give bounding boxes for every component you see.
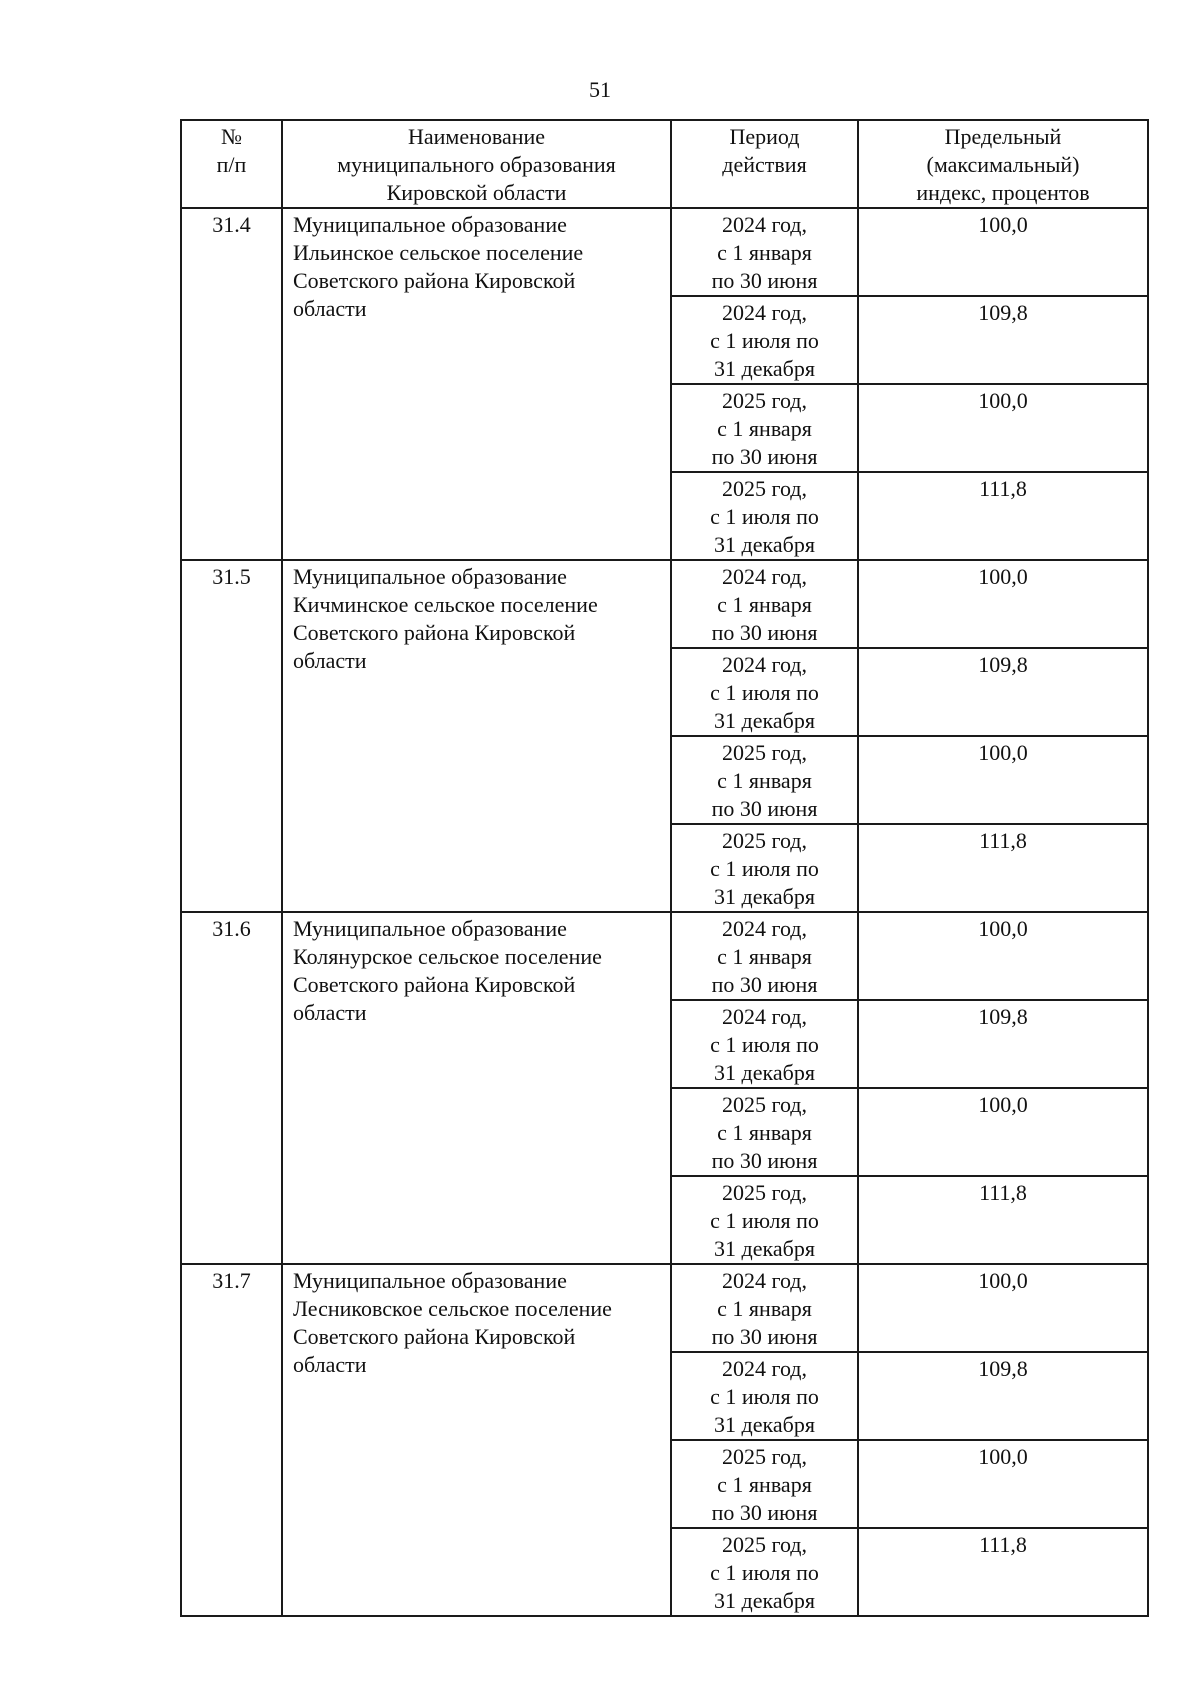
header-line: Предельный xyxy=(944,124,1062,149)
header-index xyxy=(858,120,1148,208)
table-row xyxy=(181,208,1148,296)
name-line: области xyxy=(293,648,367,673)
period-line: по 30 июня xyxy=(711,796,818,821)
period-cell xyxy=(671,648,858,736)
index-value: 100,0 xyxy=(858,560,1148,648)
index-value: 109,8 xyxy=(858,1000,1148,1088)
header-line: муниципального образования xyxy=(337,152,616,177)
period-line: по 30 июня xyxy=(711,620,818,645)
period-cell xyxy=(671,1000,858,1088)
period-line: 2025 год, xyxy=(721,476,808,501)
period-line: с 1 января xyxy=(717,944,812,969)
period-line: 2024 год, xyxy=(721,652,808,677)
name-line: области xyxy=(293,1000,367,1025)
table-row xyxy=(181,560,1148,648)
period-line: с 1 июля по xyxy=(710,1208,819,1233)
name-line: Советского района Кировской xyxy=(293,1324,576,1349)
period-line: с 1 июля по xyxy=(710,1032,819,1057)
name-line: области xyxy=(293,296,367,321)
period-cell xyxy=(671,296,858,384)
municipality-name xyxy=(282,560,671,912)
period-line: 2025 год, xyxy=(721,828,808,853)
index-value: 109,8 xyxy=(858,1352,1148,1440)
period-line: с 1 января xyxy=(717,592,812,617)
period-line: 2024 год, xyxy=(721,1356,808,1381)
period-cell xyxy=(671,1352,858,1440)
name-line: Муниципальное образование xyxy=(293,1268,567,1293)
header-line: п/п xyxy=(216,152,247,177)
period-line: с 1 января xyxy=(717,1296,812,1321)
period-line: 2025 год, xyxy=(721,1092,808,1117)
index-value: 111,8 xyxy=(858,824,1148,912)
period-line: с 1 января xyxy=(717,1472,812,1497)
period-line: 31 декабря xyxy=(714,1412,815,1437)
period-line: 2024 год, xyxy=(721,300,808,325)
name-line: Советского района Кировской xyxy=(293,972,576,997)
municipality-name xyxy=(282,912,671,1264)
name-line: Колянурское сельское поселение xyxy=(293,944,602,969)
period-cell xyxy=(671,736,858,824)
header-line: индекс, процентов xyxy=(916,180,1090,205)
name-line: Муниципальное образование xyxy=(293,916,567,941)
row-number: 31.5 xyxy=(181,560,282,912)
period-cell xyxy=(671,1088,858,1176)
period-line: с 1 июля по xyxy=(710,680,819,705)
name-line: Лесниковское сельское поселение xyxy=(293,1296,612,1321)
period-cell xyxy=(671,1176,858,1264)
period-line: 2024 год, xyxy=(721,1004,808,1029)
table-header-row xyxy=(181,120,1148,208)
period-line: с 1 июля по xyxy=(710,328,819,353)
name-line: Кичминское сельское поселение xyxy=(293,592,598,617)
table-row xyxy=(181,1264,1148,1352)
header-line: Наименование xyxy=(407,124,546,149)
period-cell xyxy=(671,560,858,648)
municipality-name xyxy=(282,1264,671,1616)
index-value: 109,8 xyxy=(858,296,1148,384)
period-line: с 1 января xyxy=(717,416,812,441)
period-line: 2025 год, xyxy=(721,740,808,765)
period-line: 31 декабря xyxy=(714,532,815,557)
period-line: с 1 января xyxy=(717,768,812,793)
period-line: 31 декабря xyxy=(714,1588,815,1613)
table-row xyxy=(181,912,1148,1000)
period-line: по 30 июня xyxy=(711,972,818,997)
index-value: 111,8 xyxy=(858,1176,1148,1264)
period-line: 2024 год, xyxy=(721,916,808,941)
period-line: 2025 год, xyxy=(721,1444,808,1469)
index-value: 109,8 xyxy=(858,648,1148,736)
period-cell xyxy=(671,384,858,472)
period-line: с 1 июля по xyxy=(710,1384,819,1409)
table-body xyxy=(181,208,1148,1616)
period-line: с 1 января xyxy=(717,1120,812,1145)
period-cell xyxy=(671,1440,858,1528)
period-line: 2025 год, xyxy=(721,388,808,413)
index-value: 100,0 xyxy=(858,1264,1148,1352)
period-line: 2024 год, xyxy=(721,1268,808,1293)
name-line: области xyxy=(293,1352,367,1377)
index-value: 100,0 xyxy=(858,208,1148,296)
header-line: (максимальный) xyxy=(926,152,1080,177)
index-value: 111,8 xyxy=(858,1528,1148,1616)
municipality-name xyxy=(282,208,671,560)
header-period xyxy=(671,120,858,208)
name-line: Советского района Кировской xyxy=(293,620,576,645)
row-number: 31.4 xyxy=(181,208,282,560)
row-number: 31.7 xyxy=(181,1264,282,1616)
index-value: 100,0 xyxy=(858,1440,1148,1528)
row-number: 31.6 xyxy=(181,912,282,1264)
period-line: 31 декабря xyxy=(714,1060,815,1085)
header-line: Период xyxy=(729,124,800,149)
period-cell xyxy=(671,208,858,296)
header-line: № xyxy=(221,124,242,149)
period-line: с 1 января xyxy=(717,240,812,265)
period-cell xyxy=(671,824,858,912)
period-cell xyxy=(671,472,858,560)
period-line: 2025 год, xyxy=(721,1180,808,1205)
index-value: 100,0 xyxy=(858,384,1148,472)
period-line: по 30 июня xyxy=(711,1500,818,1525)
period-line: с 1 июля по xyxy=(710,1560,819,1585)
period-line: с 1 июля по xyxy=(710,856,819,881)
header-name xyxy=(282,120,671,208)
period-line: с 1 июля по xyxy=(710,504,819,529)
name-line: Муниципальное образование xyxy=(293,564,567,589)
header-line: Кировской области xyxy=(386,180,567,205)
period-line: по 30 июня xyxy=(711,268,818,293)
index-table xyxy=(180,119,1149,1617)
index-value: 100,0 xyxy=(858,736,1148,824)
period-line: 2024 год, xyxy=(721,212,808,237)
period-line: 2025 год, xyxy=(721,1532,808,1557)
page-number: 51 xyxy=(589,77,611,102)
name-line: Ильинское сельское поселение xyxy=(293,240,584,265)
index-value: 100,0 xyxy=(858,1088,1148,1176)
period-line: по 30 июня xyxy=(711,1148,818,1173)
period-line: 31 декабря xyxy=(714,356,815,381)
index-value: 111,8 xyxy=(858,472,1148,560)
period-line: 31 декабря xyxy=(714,1236,815,1261)
period-line: по 30 июня xyxy=(711,1324,818,1349)
name-line: Муниципальное образование xyxy=(293,212,567,237)
header-line: действия xyxy=(722,152,807,177)
period-line: по 30 июня xyxy=(711,444,818,469)
period-line: 31 декабря xyxy=(714,884,815,909)
period-cell xyxy=(671,1528,858,1616)
period-cell xyxy=(671,1264,858,1352)
name-line: Советского района Кировской xyxy=(293,268,576,293)
period-line: 31 декабря xyxy=(714,708,815,733)
period-cell xyxy=(671,912,858,1000)
header-num xyxy=(181,120,282,208)
index-value: 100,0 xyxy=(858,912,1148,1000)
period-line: 2024 год, xyxy=(721,564,808,589)
